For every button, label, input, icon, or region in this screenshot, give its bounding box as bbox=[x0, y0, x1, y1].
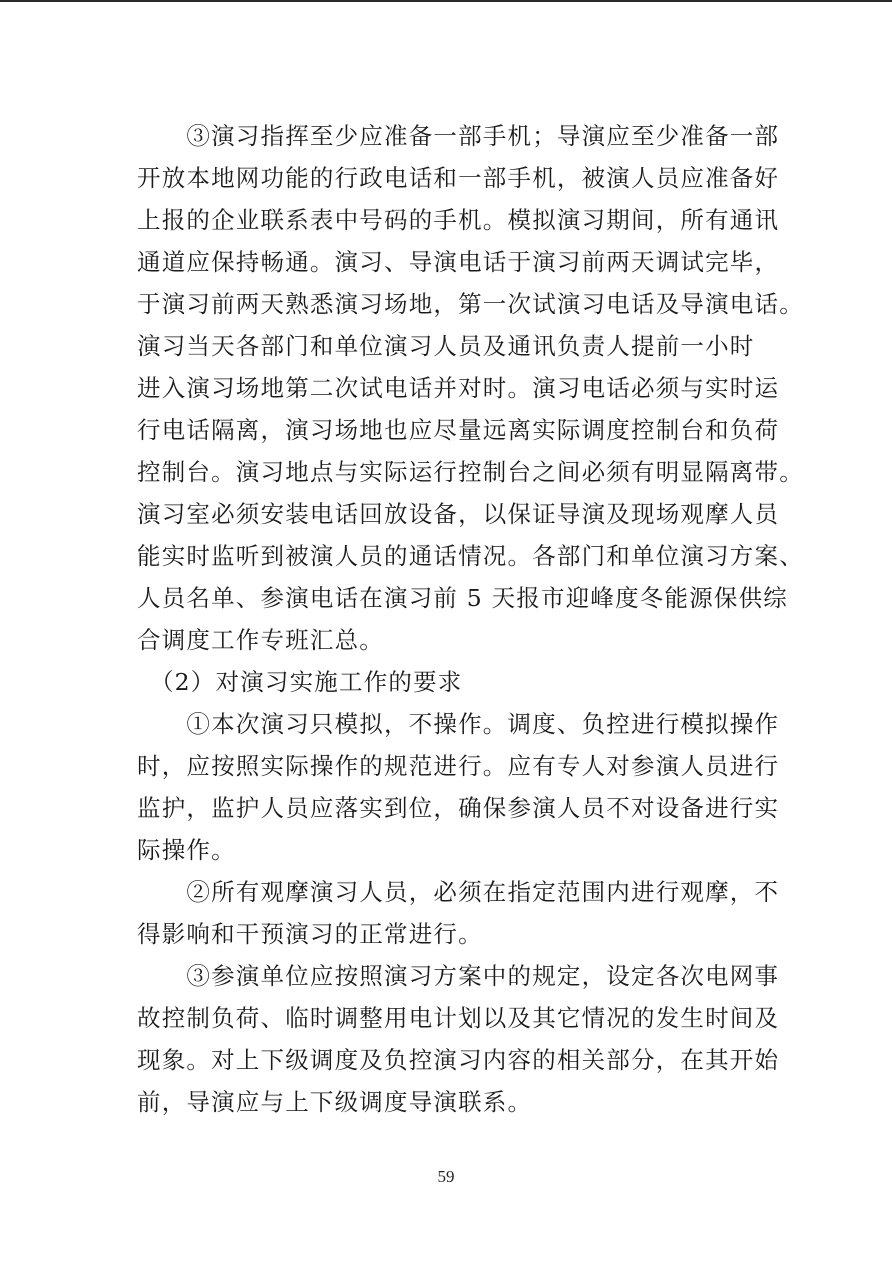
section-heading: （2）对演习实施工作的要求 bbox=[137, 668, 463, 696]
page-number: 59 bbox=[437, 1167, 455, 1186]
paragraph-1-line-4: 通道应保持畅通。演习、导演电话于演习前两天调试完毕， bbox=[137, 248, 780, 276]
paragraph-4-line-1: ②所有观摩演习人员，必须在指定范围内进行观摩，不 bbox=[137, 878, 780, 906]
paragraph-1-line-3: 上报的企业联系表中号码的手机。模拟演习期间，所有通讯 bbox=[137, 206, 780, 234]
paragraph-3-line-2: 时，应按照实际操作的规范进行。应有专人对参演人员进行 bbox=[137, 752, 780, 780]
paragraph-1-line-5: 于演习前两天熟悉演习场地，第一次试演习电话及导演电话。 bbox=[137, 290, 804, 318]
paragraph-1-line-8: 行电话隔离，演习场地也应尽量远离实际调度控制台和负荷 bbox=[137, 416, 780, 444]
paragraph-5-line-4: 前，导演应与上下级调度导演联系。 bbox=[137, 1088, 533, 1116]
paragraph-3-line-4: 际操作。 bbox=[137, 836, 236, 864]
paragraph-4-line-2: 得影响和干预演习的正常进行。 bbox=[137, 920, 483, 948]
paragraph-5-line-1: ③参演单位应按照演习方案中的规定，设定各次电网事 bbox=[137, 962, 780, 990]
paragraph-1-line-12: 人员名单、参演电话在演习前 5 天报市迎峰度冬能源保供综 bbox=[137, 584, 788, 612]
paragraph-5-line-3: 现象。对上下级调度及负控演习内容的相关部分，在其开始 bbox=[137, 1046, 780, 1074]
paragraph-1-line-7: 进入演习场地第二次试电话并对时。演习电话必须与实时运 bbox=[137, 374, 780, 402]
paragraph-1-line-1: ③演习指挥至少应准备一部手机；导演应至少准备一部 bbox=[137, 122, 780, 150]
paragraph-3-line-1: ①本次演习只模拟，不操作。调度、负控进行模拟操作 bbox=[137, 710, 780, 738]
paragraph-1-line-2: 开放本地网功能的行政电话和一部手机，被演人员应准备好 bbox=[137, 164, 780, 192]
paragraph-1-line-6: 演习当天各部门和单位演习人员及通讯负责人提前一小时 bbox=[137, 332, 755, 360]
paragraph-1-line-11: 能实时监听到被演人员的通话情况。各部门和单位演习方案、 bbox=[137, 542, 804, 570]
paragraph-5-line-2: 故控制负荷、临时调整用电计划以及其它情况的发生时间及 bbox=[137, 1004, 780, 1032]
paragraph-1-line-13: 合调度工作专班汇总。 bbox=[137, 626, 384, 654]
paragraph-1-line-9: 控制台。演习地点与实际运行控制台之间必须有明显隔离带。 bbox=[137, 458, 804, 486]
paragraph-1-line-10: 演习室必须安装电话回放设备，以保证导演及现场观摩人员 bbox=[137, 500, 780, 528]
paragraph-3-line-3: 监护，监护人员应落实到位，确保参演人员不对设备进行实 bbox=[137, 794, 780, 822]
